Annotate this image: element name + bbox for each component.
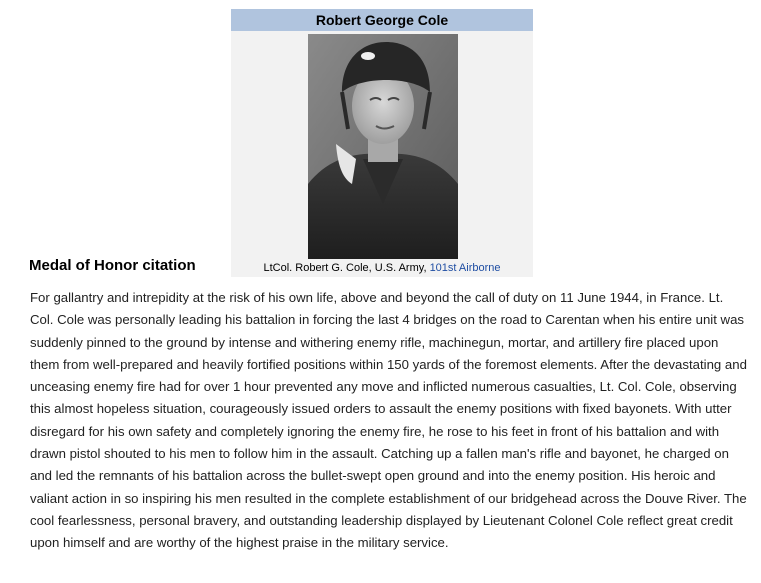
portrait-photo [308, 34, 458, 259]
image-caption [231, 261, 533, 275]
infobox [231, 9, 533, 277]
section-heading: Medal of Honor citation [29, 257, 196, 274]
caption-text: LtCol. Robert G. Cole, U.S. Army, [263, 262, 430, 274]
infobox-title: Robert George Cole [231, 9, 533, 31]
caption-link-101st-airborne[interactable]: 101st Airborne [429, 262, 501, 274]
citation-paragraph: For gallantry and intrepidity at the risk of his own life, above and beyond the call of duty on 11 June 1944, in France. Lt. Col. Cole was personally leading his battalion in forcing the last 4 bridges on the road to Carentan when his entire unit was suddenly pinned to the ground by intense and withering enemy rifle, machinegun, mortar, and artillery fire placed upon them from well-prepared and heavily fortified positions within 150 yards of the foremost elements. After the devastating and unceasing enemy fire had for over 1 hour prevented any move and inflicted numerous casualties, Lt. Col. Cole, observing this almost hopeless situation, courageously issued orders to assault the enemy positions with fixed bayonets. With utter disregard for his own safety and completely ignoring the enemy fire, he rose to his feet in front of his battalion and with drawn pistol shouted to his men to follow him in the assault. Catching up a fallen man's rifle and bayonet, he charged on and led the remnants of his battalion across the bullet-swept open ground and into the enemy position. His heroic and valiant action in so inspiring his men resulted in the complete establishment of our bridgehead across the Douve River. The cool fearlessness, personal bravery, and outstanding leadership displayed by Lieutenant Colonel Cole reflect great credit upon himself and are worthy of the highest praise in the military service. [30, 290, 747, 551]
portrait-image[interactable] [308, 34, 458, 259]
